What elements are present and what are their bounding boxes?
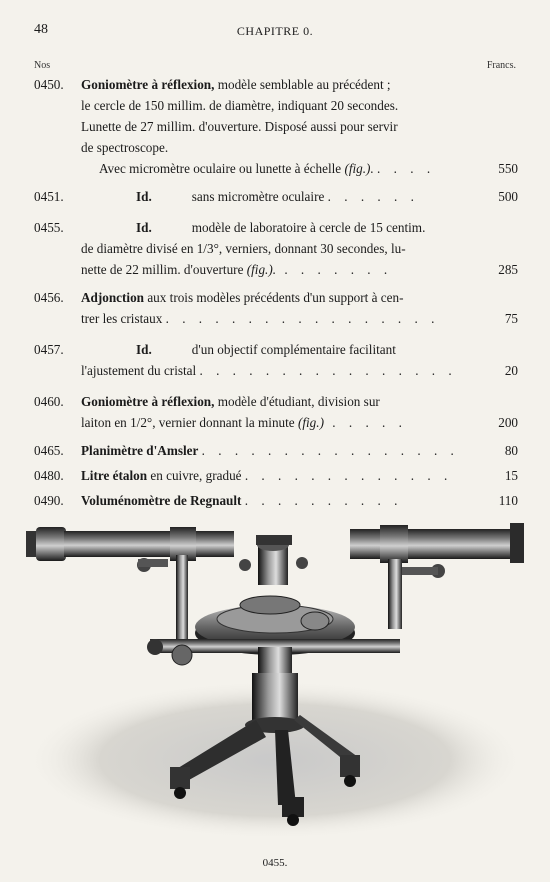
catalog-entry-0456: 0456. Adjonction aux trois modèles précédents d'un support à cen- trer les cristaux . . . . . . . . . . . . . . . . . 75 — [34, 290, 518, 326]
catalog-entry-0460: 0460. Goniomètre à réflexion, modèle d'étudiant, division sur laiton en 1/2°, vernier donnant la minute (fig.) . . . . . 200 — [34, 394, 518, 430]
catalog-entry-0457: 0457. Id. d'un objectif complémentaire facilitant l'ajustement du cristal . . . . . . . . . . . . . . . . 20 — [34, 342, 518, 378]
goniometer-illustration — [20, 515, 530, 845]
chapter-title: CHAPITRE 0. — [236, 24, 314, 38]
entry-number: 0450. — [34, 77, 64, 92]
catalog-entry-0465: 0465. Planimètre d'Amsler . . . . . . . . . . . . . . . . 80 — [34, 443, 518, 458]
catalog-entry-0450-option: Avec micromètre oculaire ou lunette à échelle (fig.). . . . . 550 — [34, 158, 518, 186]
page-number: 48 — [34, 22, 48, 37]
entry-description: Goniomètre à réflexion, modèle semblable au précédent ; le cercle de 150 millim. de diamètre, indiquant 20 secondes. Lunette de 27 millim. d'ouverture. Disposé aussi pour servir de spectroscope. — [81, 77, 399, 155]
catalog-entry-0451: 0451. Id. sans micromètre oculaire . . . . . . 500 — [34, 189, 518, 204]
catalog-entry-0480: 0480. Litre étalon en cuivre, gradué . . . . . . . . . . . . . 15 — [34, 468, 518, 483]
page-header — [34, 22, 516, 42]
catalog-entry-0455: 0455. Id. modèle de laboratoire à cercle de 15 centim. de diamètre divisé en 1/3°, verniers, donnant 30 secondes, lu- nette de 22 millim. d'ouverture (fig.). . . . . . . . 285 — [34, 220, 518, 277]
catalog-entries — [34, 74, 518, 515]
right-telescope — [350, 523, 524, 629]
catalog-entry-0490: 0490. Voluménomètre de Regnault . . . . . . . . . . 110 — [34, 493, 518, 508]
figure-caption: 0455. — [262, 857, 288, 869]
catalog-entry-0450 — [34, 74, 518, 158]
entry-price: 550 — [498, 161, 518, 176]
column-number-header: Nos — [34, 60, 51, 71]
entry-title: Goniomètre à réflexion, — [81, 77, 215, 92]
column-price-header: Francs. — [486, 60, 516, 71]
prism-table — [239, 535, 308, 585]
column-headers — [34, 60, 516, 71]
